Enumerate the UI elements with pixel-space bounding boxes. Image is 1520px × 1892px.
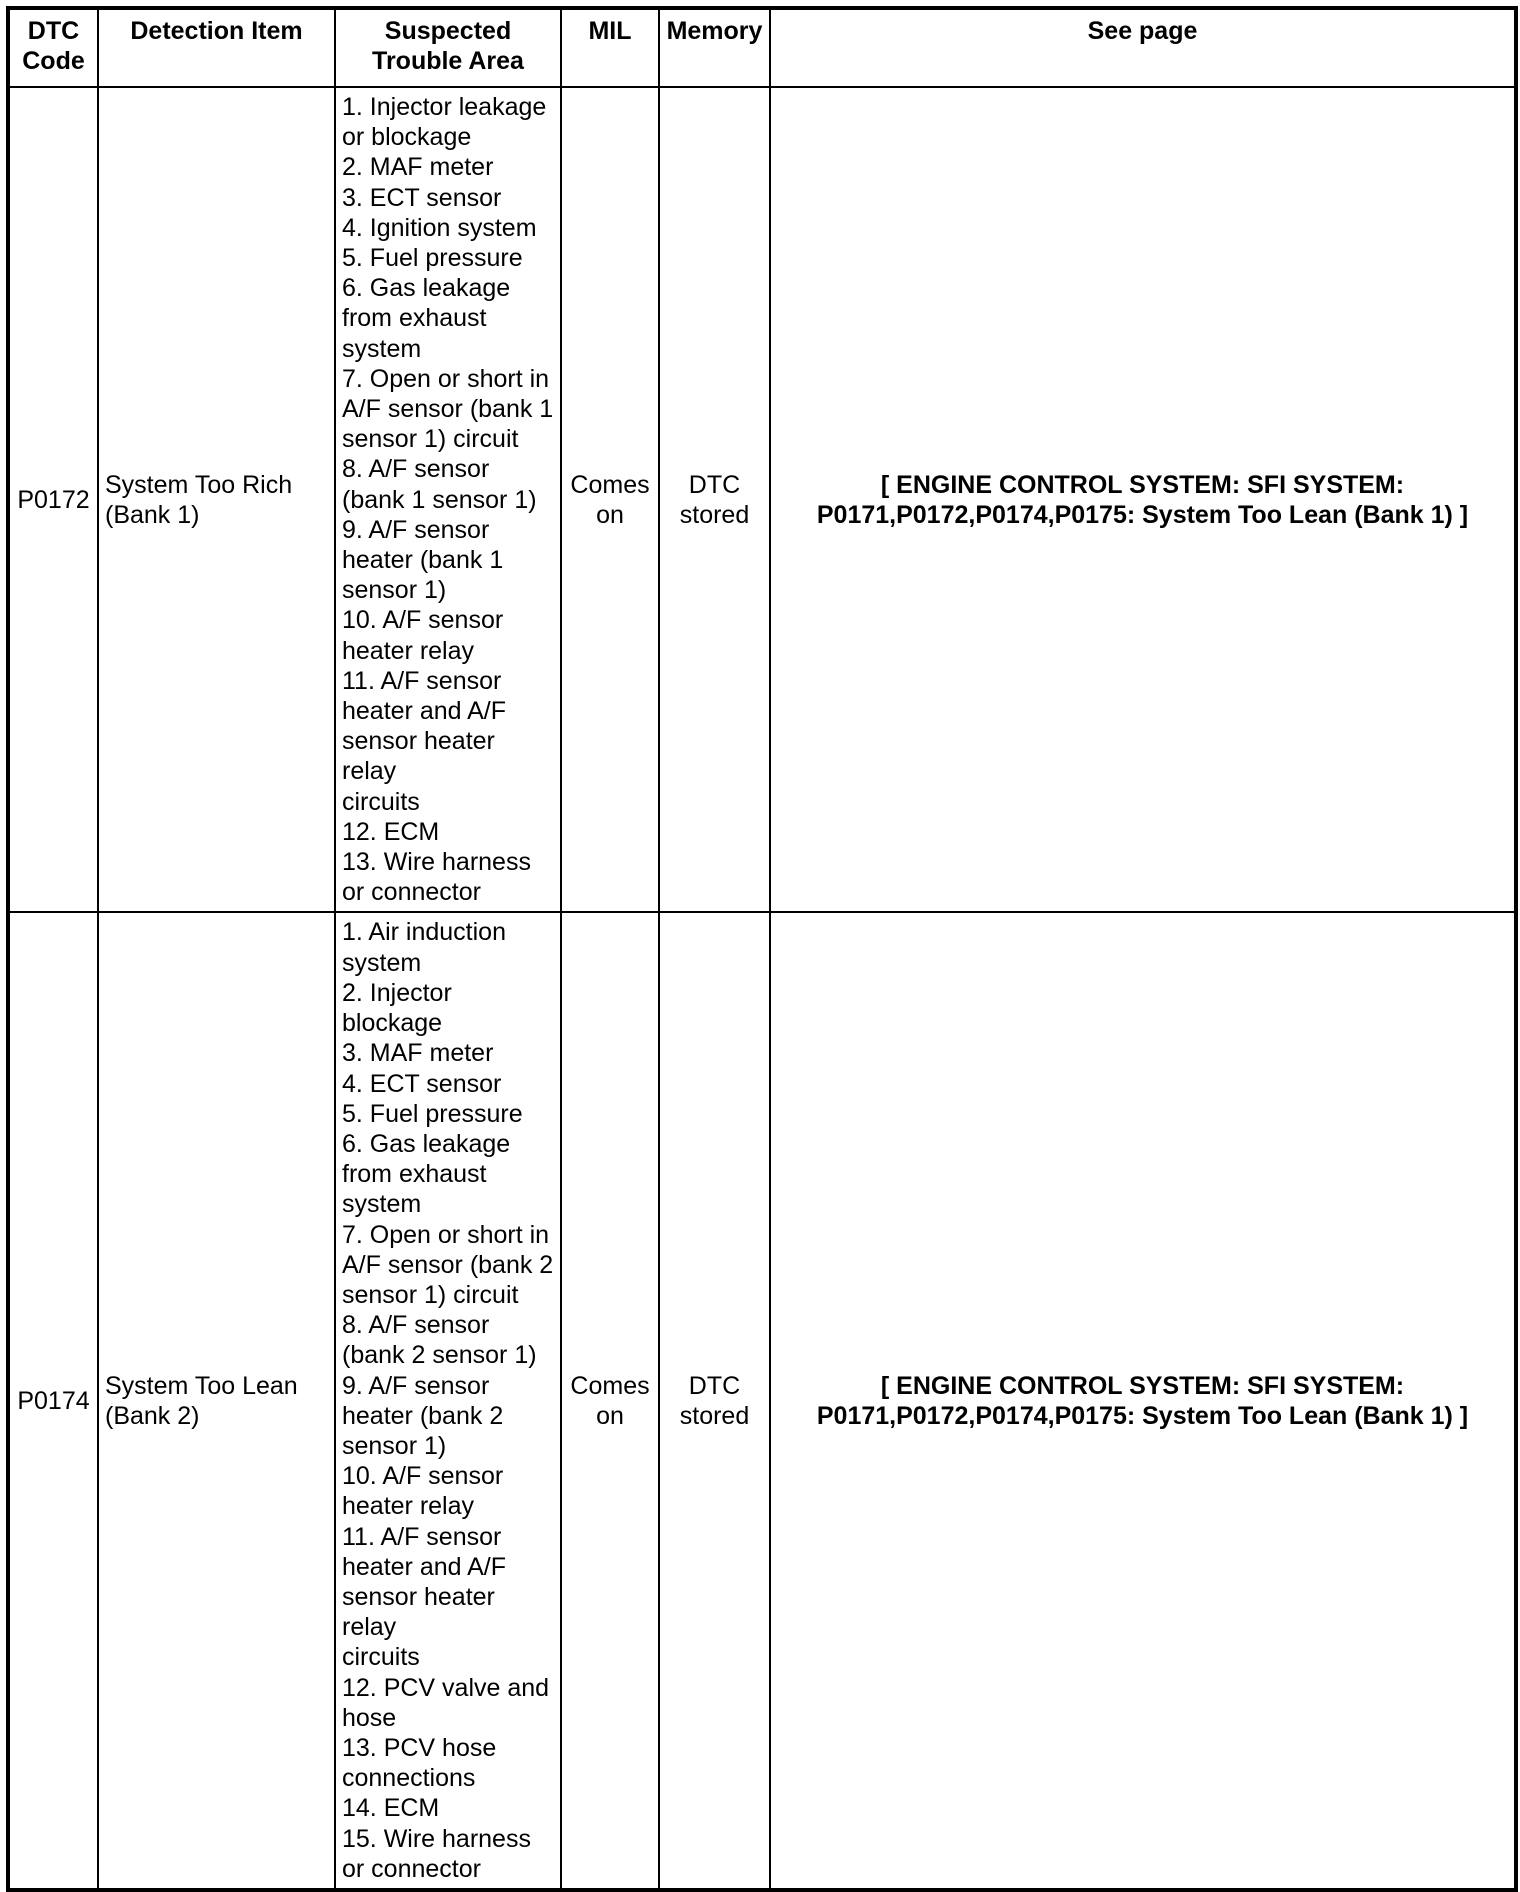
suspected-area-line: 11. A/F sensor (342, 666, 502, 695)
mil-line: on (596, 500, 624, 529)
suspected-area-line: connections (342, 1764, 476, 1793)
dtc-code: P0174 (17, 1386, 90, 1415)
memory-cell (659, 912, 770, 1890)
dtc-code-cell (8, 912, 98, 1890)
see-page-cell (770, 87, 1516, 912)
memory-line: stored (679, 1401, 750, 1430)
suspected-area-line: A/F sensor (bank 1 (342, 395, 554, 424)
suspected-area-line: 5. Fuel pressure (342, 1099, 523, 1128)
suspected-area-line: 4. ECT sensor (342, 1069, 502, 1098)
detection-item-line: System Too Lean (105, 1371, 298, 1400)
suspected-area-line: 6. Gas leakage (342, 1129, 511, 1158)
suspected-area-line: 3. ECT sensor (342, 183, 502, 212)
mil-line: Comes (570, 1371, 650, 1400)
suspected-area-line: 3. MAF meter (342, 1039, 494, 1068)
header-mil: MIL (561, 8, 659, 87)
suspected-area-line: heater relay (342, 636, 475, 665)
suspected-area-line: hose (342, 1703, 397, 1732)
suspected-area-line: sensor 1) circuit (342, 425, 519, 454)
dtc-document-page (6, 6, 1514, 1892)
suspected-area-cell (335, 87, 561, 912)
header-suspected-trouble-area: Suspected Trouble Area (335, 8, 561, 87)
dtc-code-cell (8, 87, 98, 912)
suspected-area-line: heater (bank 2 (342, 1401, 504, 1430)
suspected-area-line: sensor heater relay (342, 1582, 495, 1642)
table-row (8, 87, 1516, 912)
mil-line: Comes (570, 470, 650, 499)
suspected-area-line: 2. MAF meter (342, 153, 494, 182)
detection-item-line: (Bank 2) (105, 1401, 200, 1430)
mil-cell (561, 912, 659, 1890)
suspected-area-line: 10. A/F sensor (342, 606, 504, 635)
suspected-area-line: or connector (342, 1854, 481, 1883)
suspected-area-line: 11. A/F sensor (342, 1522, 502, 1551)
suspected-area-line: 7. Open or short in (342, 1220, 550, 1249)
suspected-area-line: sensor 1) (342, 576, 447, 605)
suspected-area-line: 7. Open or short in (342, 364, 550, 393)
table-header-row (8, 8, 1516, 87)
detection-item-cell (98, 912, 335, 1890)
suspected-area-line: 4. Ignition system (342, 213, 537, 242)
suspected-area-line: 9. A/F sensor (342, 515, 490, 544)
suspected-area-line: 14. ECM (342, 1794, 440, 1823)
table-row (8, 912, 1516, 1890)
mil-line: on (596, 1401, 624, 1430)
suspected-area-line: 9. A/F sensor (342, 1371, 490, 1400)
suspected-area-line: A/F sensor (bank 2 (342, 1250, 554, 1279)
suspected-area-line: 5. Fuel pressure (342, 244, 523, 273)
suspected-area-line: 13. Wire harness (342, 848, 531, 877)
see-page-cell (770, 912, 1516, 1890)
suspected-area-line: 1. Air induction (342, 918, 506, 947)
suspected-area-line: heater and A/F (342, 1552, 507, 1581)
suspected-area-line: 15. Wire harness (342, 1824, 531, 1853)
table-body (8, 87, 1516, 1890)
detection-item-line: (Bank 1) (105, 500, 200, 529)
suspected-area-line: heater and A/F (342, 697, 507, 726)
suspected-area-line: 10. A/F sensor (342, 1462, 504, 1491)
memory-line: stored (679, 500, 750, 529)
suspected-area-line: 12. PCV valve and (342, 1673, 550, 1702)
memory-cell (659, 87, 770, 912)
suspected-area-line: 1. Injector leakage (342, 93, 547, 121)
suspected-area-line: system (342, 948, 422, 977)
suspected-area-line: 13. PCV hose (342, 1733, 497, 1762)
suspected-area-line: circuits (342, 787, 420, 816)
detection-item-cell (98, 87, 335, 912)
suspected-area-line: or blockage (342, 123, 472, 152)
suspected-area-line: from exhaust (342, 304, 487, 333)
suspected-area-cell (335, 912, 561, 1890)
header-detection-item: Detection Item (98, 8, 335, 87)
dtc-table (6, 6, 1518, 1892)
see-page-reference-line: P0171,P0172,P0174,P0175: System Too Lean (Bank 1) ] (816, 500, 1469, 529)
suspected-area-line: heater (bank 1 (342, 546, 504, 575)
memory-line: DTC (688, 1371, 741, 1400)
suspected-area-line: 6. Gas leakage (342, 274, 511, 303)
suspected-area-line: heater relay (342, 1492, 475, 1521)
suspected-area-line: blockage (342, 1009, 443, 1038)
header-memory: Memory (659, 8, 770, 87)
header-dtc-code: DTC Code (8, 8, 98, 87)
header-see-page: See page (770, 8, 1516, 87)
suspected-area-line: from exhaust (342, 1160, 487, 1189)
suspected-area-line: or connector (342, 878, 481, 907)
suspected-area-line: (bank 1 sensor 1) (342, 485, 537, 514)
see-page-reference-line: [ ENGINE CONTROL SYSTEM: SFI SYSTEM: (880, 1371, 1405, 1400)
suspected-area-line: sensor 1) (342, 1431, 447, 1460)
suspected-area-line: 8. A/F sensor (342, 455, 490, 484)
suspected-area-line: circuits (342, 1643, 420, 1672)
dtc-code: P0172 (17, 485, 90, 514)
suspected-area-line: 8. A/F sensor (342, 1311, 490, 1340)
suspected-area-line: 2. Injector (342, 978, 452, 1007)
see-page-reference-line: P0171,P0172,P0174,P0175: System Too Lean (Bank 1) ] (816, 1401, 1469, 1430)
suspected-area-line: 12. ECM (342, 817, 440, 846)
mil-cell (561, 87, 659, 912)
see-page-reference-line: [ ENGINE CONTROL SYSTEM: SFI SYSTEM: (880, 470, 1405, 499)
suspected-area-line: system (342, 334, 422, 363)
suspected-area-line: sensor heater relay (342, 727, 495, 786)
suspected-area-line: system (342, 1190, 422, 1219)
memory-line: DTC (688, 470, 741, 499)
detection-item-line: System Too Rich (105, 470, 293, 499)
suspected-area-line: sensor 1) circuit (342, 1280, 519, 1309)
suspected-area-line: (bank 2 sensor 1) (342, 1341, 537, 1370)
